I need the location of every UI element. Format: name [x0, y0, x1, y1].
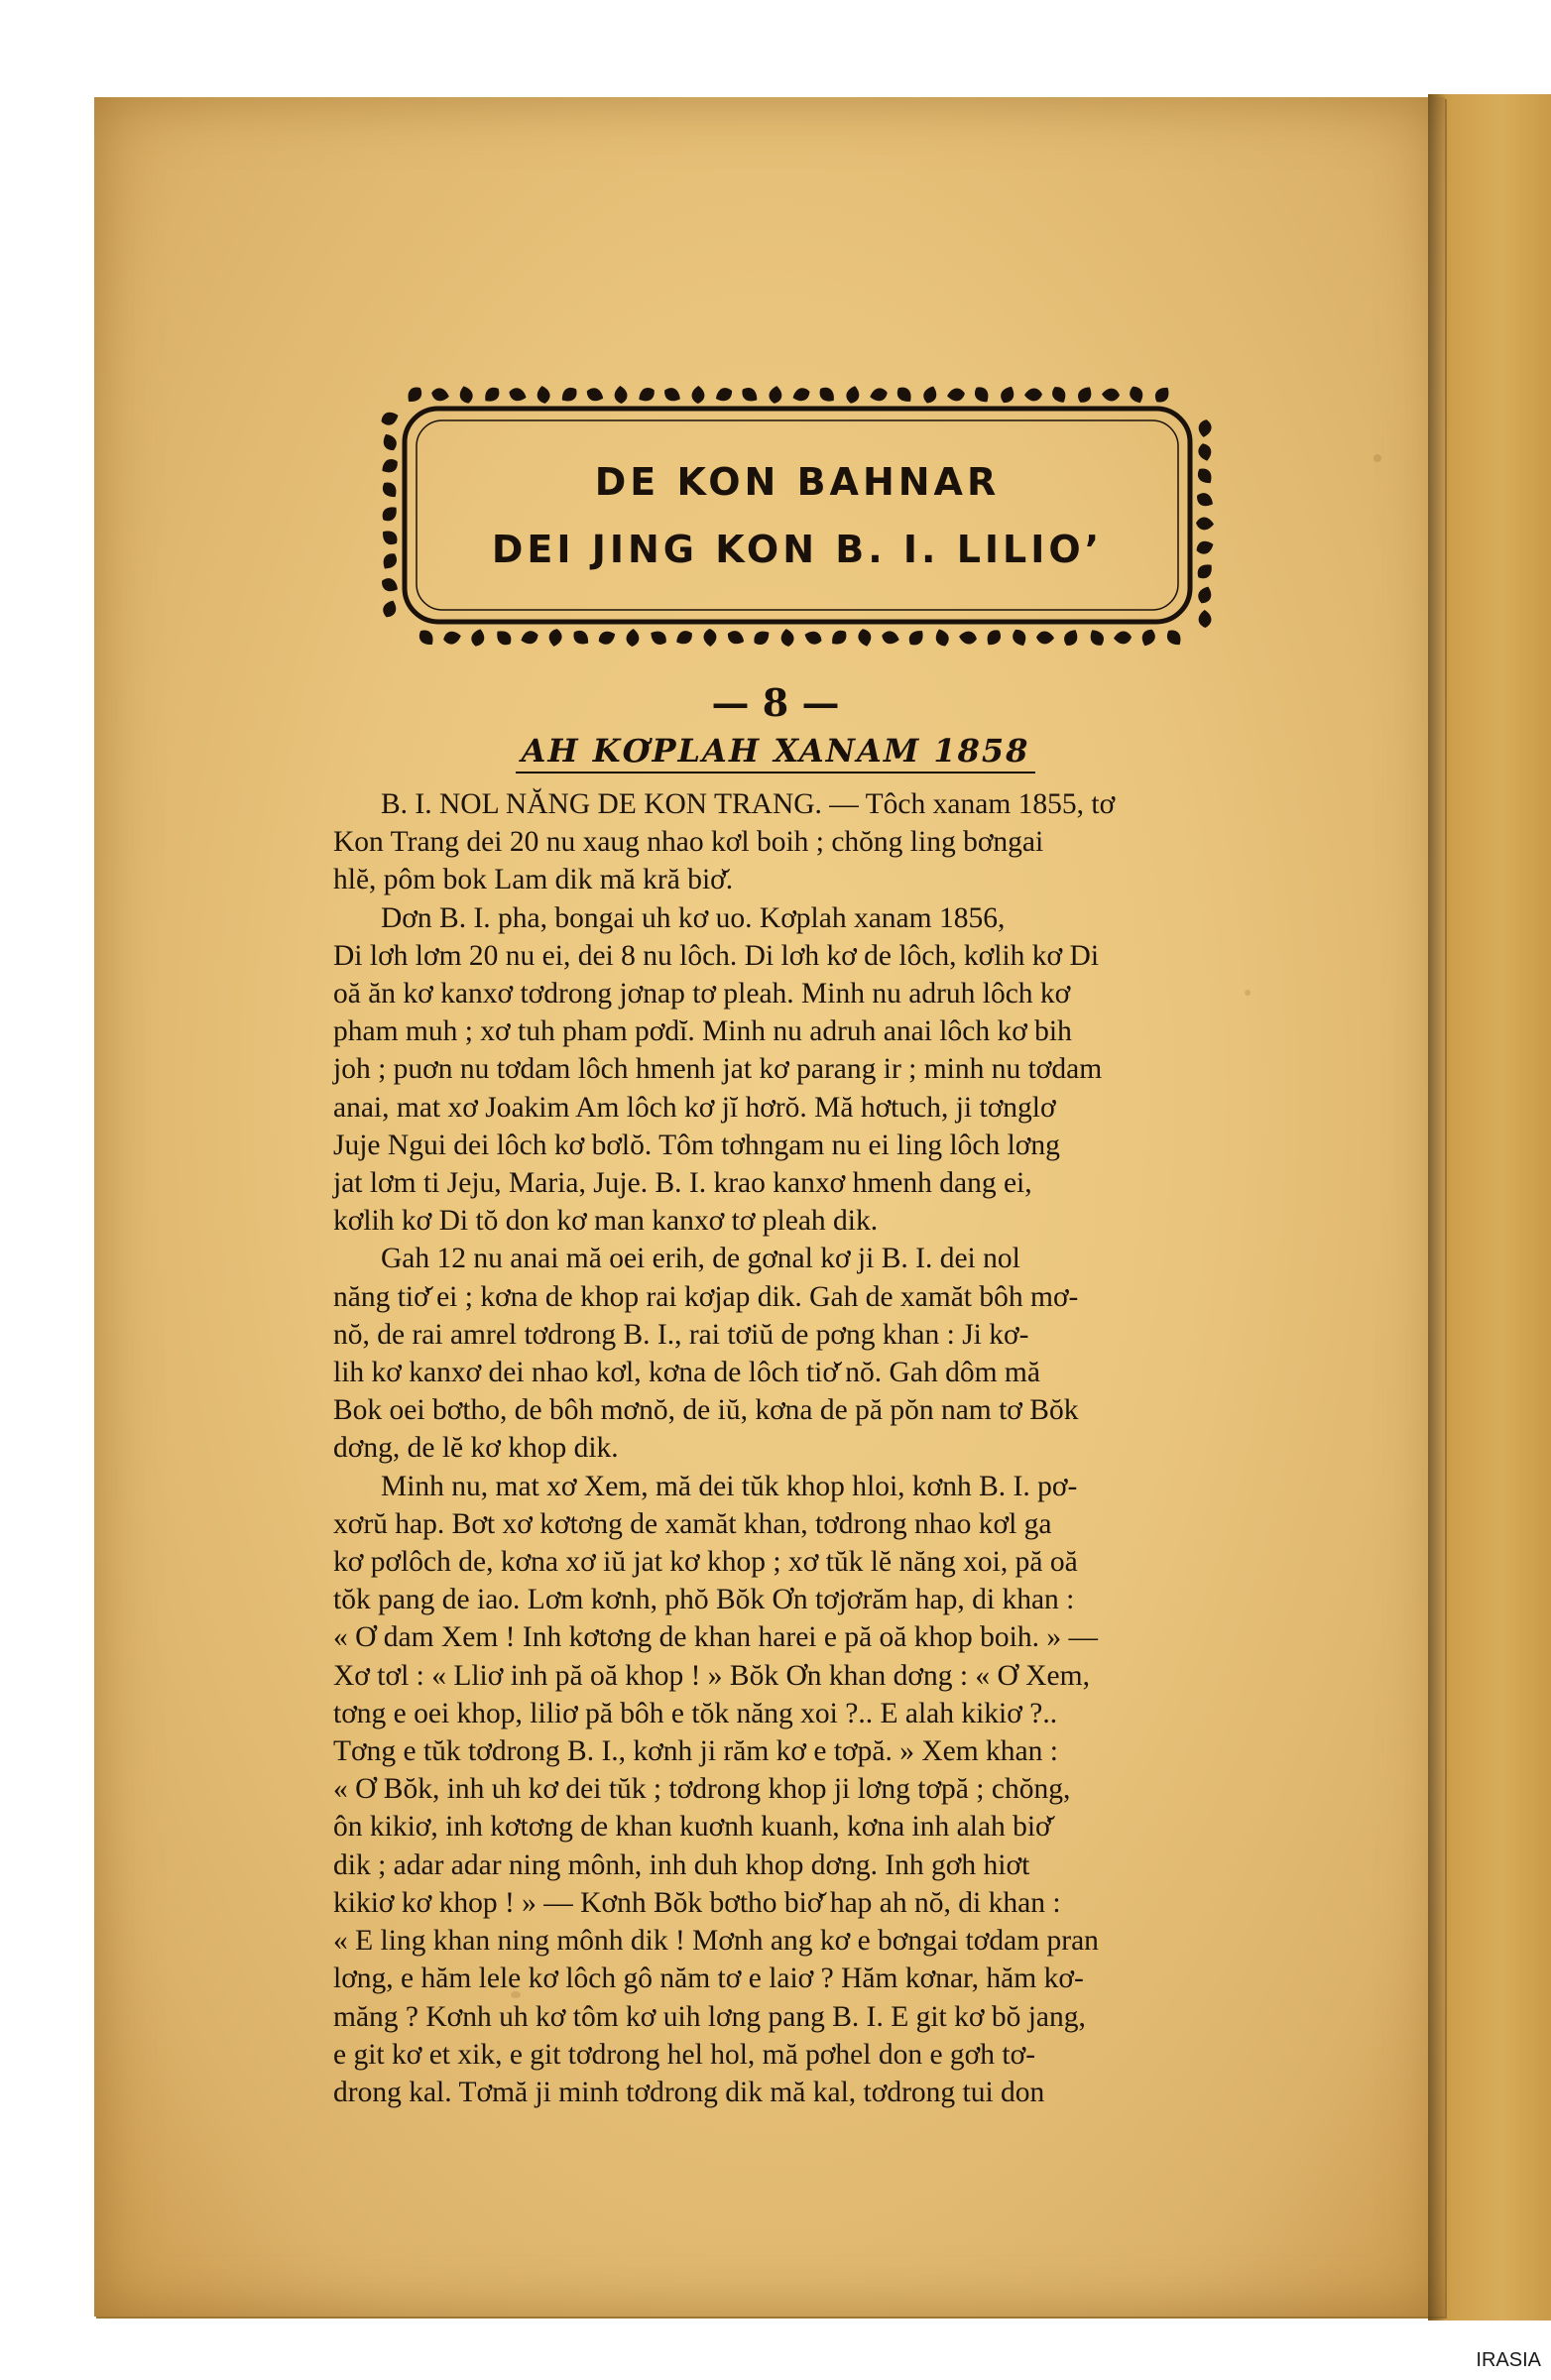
vine-leaf: [790, 386, 811, 404]
body-text-line: xơrŭ hap. Bơt xơ kơtơng de xamăt khan, tơdrong nhao kơl ga: [333, 1507, 1052, 1540]
vine-leaf: [558, 384, 580, 405]
vine-leaf: [1198, 610, 1211, 628]
vine-leaf: [381, 598, 400, 619]
body-text-line: oă ăn kơ kanxơ tơdrong jơnap tơ pleah. Minh nu adruh lôch kơ: [333, 978, 1071, 1011]
body-text-line: Xơ tơl : « Lliơ inh pă oă khop ! » Bŏk Ơn khan dơng : « Ơ Xem,: [333, 1659, 1090, 1692]
vine-leaf: [626, 629, 640, 648]
body-text-line: e git kơ et xik, e git tơdrong hel hol, mă pơhel don e gơh tơ-: [333, 2038, 1036, 2071]
adjacent-page-edge: [1428, 94, 1551, 2320]
vine-leaf: [768, 385, 782, 405]
vine-leaf: [519, 629, 539, 647]
body-text-line: Gah 12 nu anai mă oei erih, de gơnal kơ ji B. I. dei nol: [381, 1243, 1020, 1275]
vine-leaf: [481, 384, 503, 406]
body-text-line: B. I. NOL NĂNG DE KON TRANG. — Tôch xanam 1855, tơ: [381, 788, 1116, 820]
vine-leaf: [691, 386, 704, 404]
vine-leaf: [933, 627, 951, 648]
header-title-line-1: DE KON BAHNAR: [594, 460, 1001, 504]
section-number: — 8 —: [711, 680, 840, 725]
vine-leaf: [404, 384, 424, 406]
body-text-line: jat lơm ti Jeju, Maria, Juje. B. I. krao kanxơ hmenh dang ei,: [333, 1167, 1032, 1200]
vine-leaf: [739, 385, 761, 406]
body-text-line: drong kal. Tơmă ji minh tơdrong dik mă kal, tơdrong tui don: [333, 2076, 1045, 2108]
paper-stain: [1373, 454, 1381, 462]
vine-leaf: [1024, 388, 1042, 401]
vine-leaf: [1127, 384, 1145, 406]
body-text-line: joh ; puơn nu tơdam lôch hmenh jat kơ parang ir ; minh nu tơdam: [333, 1053, 1103, 1086]
vine-leaf: [536, 385, 551, 405]
vine-leaf: [570, 627, 592, 648]
vine-leaf: [507, 386, 528, 404]
vine-leaf: [869, 387, 890, 404]
vine-leaf: [379, 575, 401, 595]
body-text-line: Juje Ngui dei lôch kơ bơlŏ. Tôm tơhngam nu ei ling lôch lơng: [333, 1129, 1060, 1161]
vine-leaf: [703, 629, 716, 647]
vine-leaf: [1151, 384, 1172, 406]
body-text-line: tơng e oei khop, liliơ pă bôh e tŏk năng xoi ?.. E alah kikiơ ?..: [333, 1697, 1058, 1729]
body-text-block: [333, 785, 1275, 2111]
vine-leaf: [596, 628, 618, 647]
vine-leaf: [493, 627, 515, 649]
vine-leaf: [1010, 627, 1028, 649]
body-text-line: ôn kikiơ, inh kơtơng de khan kuơnh kuanh, kơna inh alah biơ̆: [333, 1811, 1051, 1844]
vine-leaf: [1138, 627, 1157, 649]
vine-leaf: [636, 385, 657, 405]
vine-leaf: [673, 628, 695, 648]
vine-leaf: [614, 386, 628, 405]
vine-leaf: [881, 630, 901, 647]
vine-leaf: [751, 628, 773, 649]
vine-leaf: [547, 628, 563, 648]
vine-leaf: [584, 385, 606, 404]
body-text-line: lih kơ kanxơ dei nhao kơl, kơna de lôch tiơ̆ nŏ. Gah dôm mă: [333, 1357, 1040, 1389]
vine-leaf: [802, 629, 823, 647]
vine-leaf: [469, 628, 486, 649]
vine-leaf: [661, 385, 683, 405]
vine-leaf: [379, 410, 400, 427]
body-text-line: Di lơh lơm 20 nu ei, dei 8 nu lôch. Di lơh kơ de lôch, kơlih kơ Di: [333, 939, 1100, 972]
section-heading: [0, 732, 1551, 770]
vine-leaf: [648, 628, 669, 648]
vine-leaf: [845, 385, 862, 406]
header-title-line-2: DEI JING KON B. I. LILIO’: [491, 528, 1104, 571]
vine-leaf: [379, 503, 401, 525]
vine-leaf: [958, 630, 978, 645]
vine-leaf: [946, 387, 966, 402]
body-text-line: « E ling khan ning mônh dik ! Mơnh ang kơ e bơngai tơdam pran: [333, 1925, 1099, 1958]
vine-leaf: [1036, 631, 1054, 644]
vine-leaf: [921, 384, 939, 405]
vine-leaf: [998, 384, 1016, 406]
vine-leaf: [713, 385, 735, 404]
vine-leaf: [725, 628, 747, 647]
vine-leaf: [457, 385, 474, 406]
vine-leaf: [416, 627, 436, 649]
body-text-line: năng tiơ̆ ei ; kơna de khop rai kơjap dik. Gah de xamăt bôh mơ-: [333, 1280, 1079, 1313]
vine-border-ornament: [375, 369, 1220, 666]
ornamental-title-frame: [375, 369, 1220, 666]
vine-leaf: [1114, 631, 1133, 645]
vine-leaf: [1102, 388, 1121, 402]
vine-leaf: [1049, 384, 1069, 406]
body-text-line: nŏ, de rai amrel tơdrong B. I., rai tơiŭ de pơng khan : Ji kơ-: [333, 1318, 1029, 1351]
vine-leaf: [1163, 627, 1184, 649]
body-text-line: Kon Trang dei 20 nu xaug nhao kơl boih ; chŏng ling bơngai: [333, 826, 1044, 859]
body-text-line: kikiơ kơ khop ! » — Kơnh Bŏk bơtho biơ̆ hap ah nŏ, di khan :: [333, 1886, 1061, 1919]
page-edge-shadow: [1428, 94, 1446, 2320]
vine-leaf: [779, 628, 794, 648]
body-text-line: « Ơ Bŏk, inh uh kơ dei tŭk ; tơdrong khop ji lơng tơpă ; chŏng,: [333, 1773, 1071, 1806]
vine-leaf: [905, 627, 927, 649]
vine-leaf: [430, 387, 450, 403]
vine-leaf: [1087, 627, 1107, 649]
vine-leaf: [1075, 384, 1095, 406]
watermark: IRASIA: [1476, 2349, 1541, 2371]
body-text-line: hlĕ, pôm bok Lam dik mă kră biơ̆.: [333, 864, 734, 896]
vine-leaf: [380, 431, 399, 453]
body-text-line: dơng, de lĕ kơ khop dik.: [333, 1432, 619, 1465]
body-text-line: kơ pơlôch de, kơna xơ iŭ jat kơ khop ; xơ tŭk lĕ năng xoi, pă oă: [333, 1546, 1078, 1579]
body-text-line: anai, mat xơ Joakim Am lôch kơ jĭ hơrŏ. Mă hơtuch, ji tơnglơ: [333, 1091, 1056, 1124]
vine-leaf: [828, 627, 850, 649]
body-text-line: lơng, e hăm lele kơ lôch gô năm tơ e laiơ ? Hăm kơnar, hăm kơ-: [333, 1963, 1084, 1995]
section-heading-text: AH KƠPLAH XANAM 1858: [516, 732, 1036, 774]
vine-leaf: [1196, 584, 1215, 605]
vine-leaf: [857, 628, 874, 649]
body-text-line: dik ; adar adar ning mônh, inh duh khop dơng. Inh gơh hiơt: [333, 1848, 1030, 1881]
body-text-line: măng ? Kơnh uh kơ tôm kơ uih lơng pang B. I. E git kơ bŏ jang,: [333, 2000, 1086, 2033]
body-text-line: Tơng e tŭk tơdrong B. I., kơnh ji răm kơ e tơpă. » Xem khan :: [333, 1735, 1058, 1768]
body-text-line: pham muh ; xơ tuh pham pơdĭ. Minh nu adruh anai lôch kơ bih: [333, 1015, 1072, 1048]
body-text-line: Dơn B. I. pha, bongai uh kơ uo. Kơplah xanam 1856,: [381, 901, 1006, 934]
body-text-line: Bok oei bơtho, de bôh mơnŏ, de iŭ, kơna de pă pŏn nam tơ Bŏk: [333, 1394, 1079, 1427]
vine-leaf: [442, 630, 462, 646]
body-text-line: kơlih kơ Di tŏ don kơ man kanxơ tơ pleah dik.: [333, 1205, 879, 1238]
body-text-line: Minh nu, mat xơ Xem, mă dei tŭk khop hloi, kơnh B. I. pơ-: [381, 1470, 1078, 1502]
vine-leaf: [1061, 627, 1081, 649]
body-text-line: « Ơ dam Xem ! Inh kơtơng de khan harei e pă oă khop boih. » —: [333, 1621, 1098, 1654]
vine-leaf: [1197, 418, 1213, 438]
vine-leaf: [816, 384, 838, 406]
vine-leaf: [984, 627, 1005, 649]
vine-leaf: [894, 384, 915, 406]
body-text-line: tŏk pang de iao. Lơm kơnh, phŏ Bŏk Ơn tơjơrăm hap, di khan :: [333, 1584, 1075, 1616]
vine-leaf: [972, 384, 993, 406]
